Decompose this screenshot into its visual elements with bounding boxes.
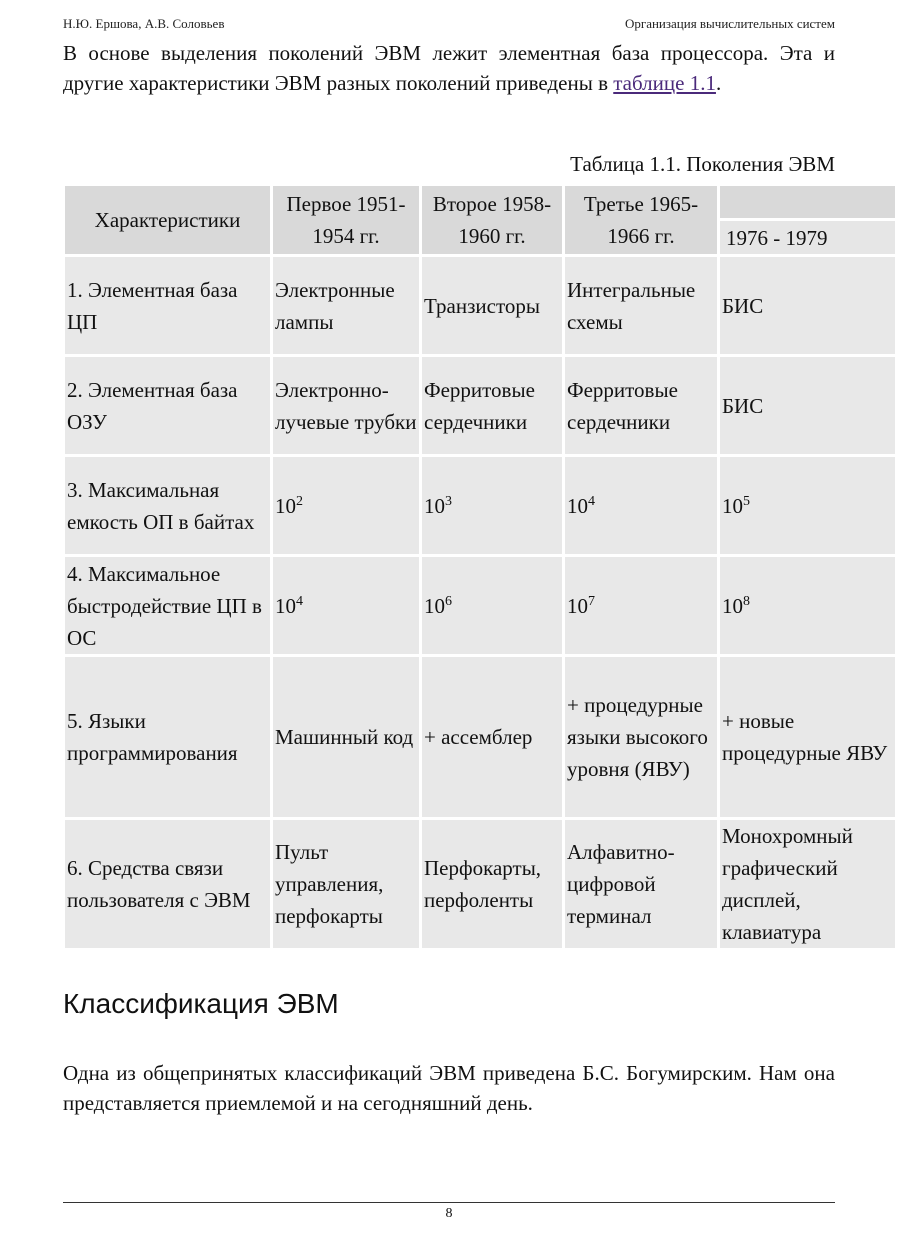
table-row xyxy=(65,557,895,654)
intro-text-end: . xyxy=(715,71,722,95)
cell-characteristic: 3. Максимальная емкость ОП в байтах xyxy=(65,457,270,554)
cell-third: Алфавитно-цифровой терминал xyxy=(565,820,717,948)
table-row xyxy=(65,257,895,354)
header-second-generation: Второе 1958-1960 гг. xyxy=(422,186,562,254)
cell-third: $10^4$ xyxy=(565,457,717,554)
cell-fourth: + новые процедурные ЯВУ xyxy=(720,657,895,817)
cell-third: Ферритовые сердечники xyxy=(565,357,717,454)
cell-characteristic: 4. Максимальное быстродействие ЦП в ОС xyxy=(65,557,270,654)
section-heading: Классификация ЭВМ xyxy=(63,988,339,1019)
table-caption: Таблица 1.1. Поколения ЭВМ xyxy=(570,152,835,176)
cell-first: $10^2$ xyxy=(273,457,419,554)
generations-table-container xyxy=(63,184,888,952)
intro-text: В основе выделения поколений ЭВМ лежит элементная база процессора. Эта и другие характеристики ЭВМ разных поколений приведены в xyxy=(63,41,835,95)
page-number: 8 xyxy=(445,1206,453,1221)
cell-second: + ассемблер xyxy=(422,657,562,817)
page-header xyxy=(63,16,835,36)
cell-first: Машинный код xyxy=(273,657,419,817)
cell-characteristic: 1. Элементная база ЦП xyxy=(65,257,270,354)
cell-second: Ферритовые сердечники xyxy=(422,357,562,454)
cell-fourth: $10^5$ xyxy=(720,457,895,554)
cell-first: Пульт управления, перфокарты xyxy=(273,820,419,948)
table-row xyxy=(65,357,895,454)
cell-characteristic: 6. Средства связи пользователя с ЭВМ xyxy=(65,820,270,948)
table-row xyxy=(65,820,895,948)
cell-fourth: Монохромный графический дисплей, клавиатура xyxy=(720,820,895,948)
cell-fourth: $10^8$ xyxy=(720,557,895,654)
header-authors: Н.Ю. Ершова, А.В. Соловьев xyxy=(63,16,225,31)
header-fourth-years: 1976 - 1979 xyxy=(720,221,895,254)
cell-fourth: БИС xyxy=(720,257,895,354)
cell-first: $10^4$ xyxy=(273,557,419,654)
header-characteristics: Характеристики xyxy=(65,186,270,254)
table-row xyxy=(65,657,895,817)
cell-first: Электронно-лучевые трубки xyxy=(273,357,419,454)
generations-table xyxy=(62,183,898,951)
cell-second: $10^3$ xyxy=(422,457,562,554)
header-fourth-generation xyxy=(720,186,895,218)
cell-second: Перфокарты, перфоленты xyxy=(422,820,562,948)
cell-characteristic: 2. Элементная база ОЗУ xyxy=(65,357,270,454)
header-title: Организация вычислительных систем xyxy=(624,16,835,31)
header-first-generation: Первое 1951-1954 гг. xyxy=(273,186,419,254)
intro-paragraph xyxy=(63,38,835,98)
cell-third: + процедурные языки высокого уровня (ЯВУ) xyxy=(565,657,717,817)
table-link[interactable]: таблице 1.1 xyxy=(613,71,716,95)
footer-divider xyxy=(63,1202,835,1203)
cell-second: $10^6$ xyxy=(422,557,562,654)
cell-second: Транзисторы xyxy=(422,257,562,354)
cell-third: $10^7$ xyxy=(565,557,717,654)
cell-characteristic: 5. Языки программирования xyxy=(65,657,270,817)
table-row xyxy=(65,457,895,554)
section-paragraph: Одна из общепринятых классификаций ЭВМ приведена Б.С. Богумирским. Нам она представляется приемлемой и на сегодняшний день. xyxy=(63,1061,835,1115)
cell-fourth: БИС xyxy=(720,357,895,454)
cell-first: Электронные лампы xyxy=(273,257,419,354)
cell-third: Интегральные схемы xyxy=(565,257,717,354)
header-third-generation: Третье 1965-1966 гг. xyxy=(565,186,717,254)
